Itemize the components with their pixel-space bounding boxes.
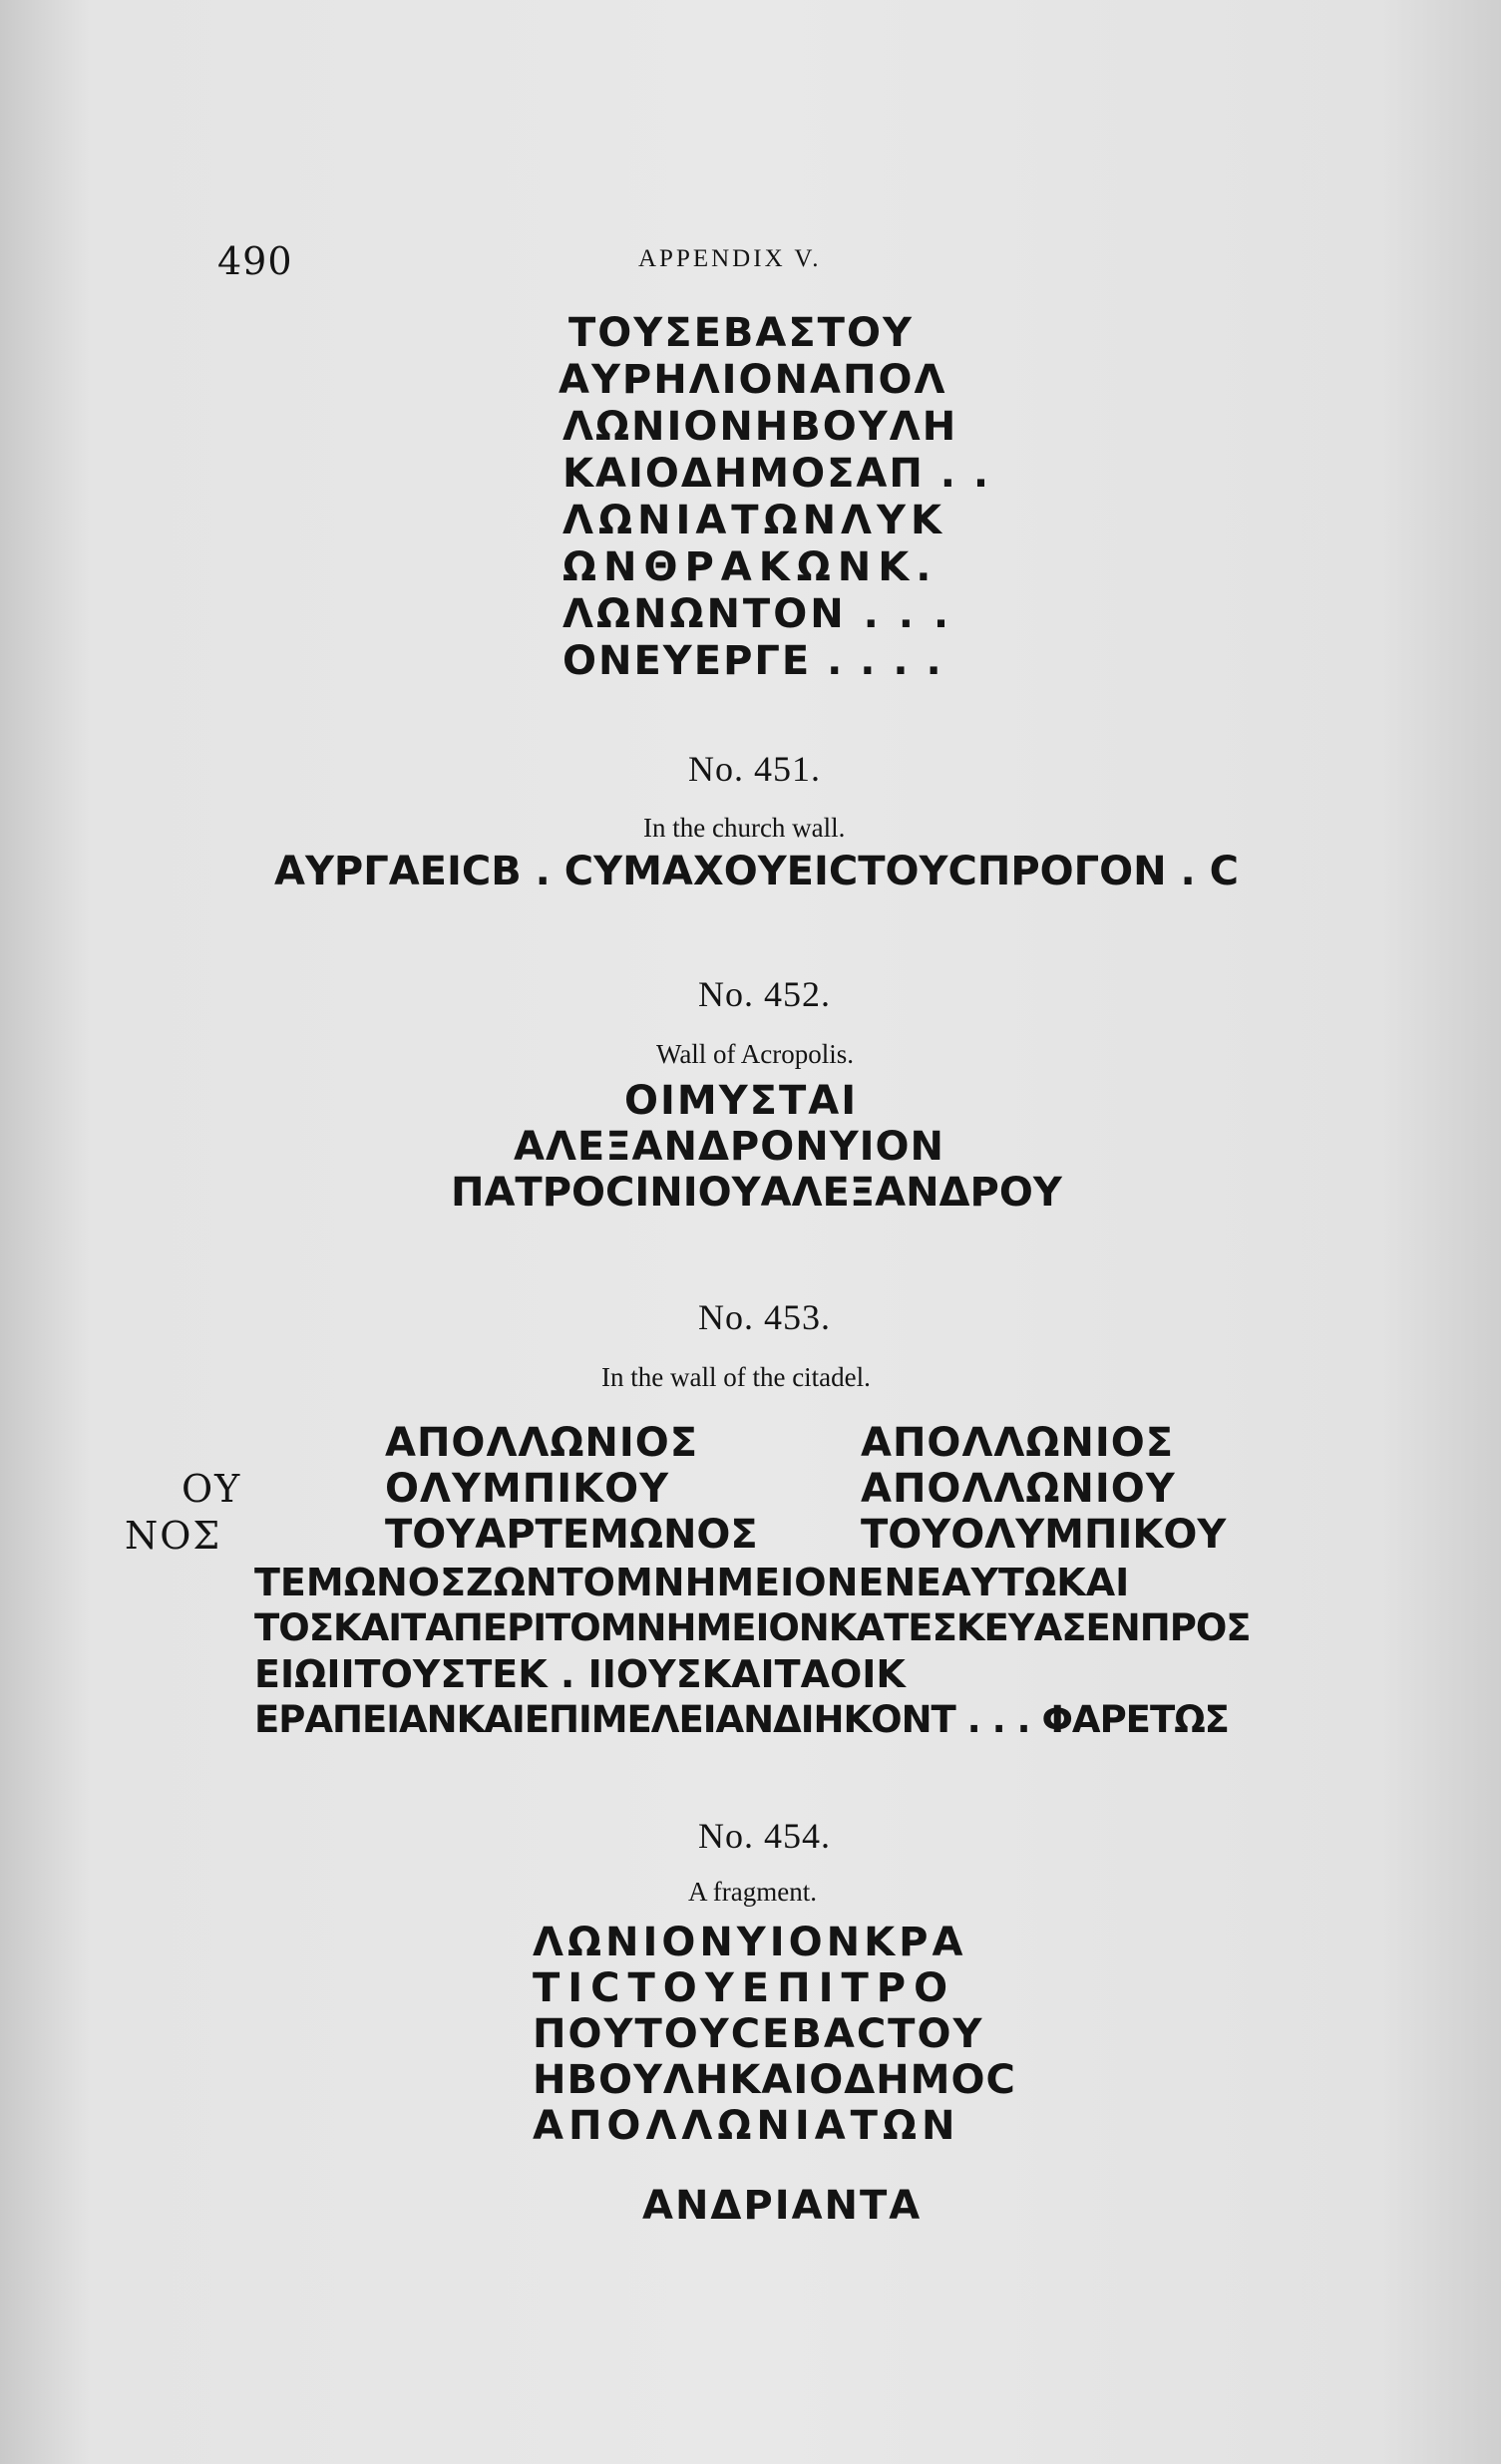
- inscription-line: ΤΟΥΣΕΒΑΣΤΟΥ: [568, 310, 914, 356]
- inscription-line: ΟΙΜΥΣΤΑΙ: [624, 1078, 859, 1124]
- entry-location-451: In the church wall.: [643, 813, 846, 843]
- entry-location-454: A fragment.: [688, 1877, 817, 1907]
- inscription-line: ΑΠΟΛΛΩΝΙΑΤΩΝ: [533, 2103, 960, 2149]
- inscription-line: ΛΩΝΙΟΝΥΙΟΝΚΡΑ: [533, 1920, 967, 1965]
- entry-number-452: No. 452.: [698, 974, 831, 1014]
- inscription-line: ΠΟΥΤΟΥCΕΒΑCΤΟΥ: [533, 2011, 984, 2057]
- inscription-col2-line: ΤΟΥΟΛΥΜΠΙΚΟΥ: [861, 1512, 1227, 1558]
- inscription-line: ΚΑΙΟΔΗΜΟΣΑΠ . .: [563, 451, 991, 497]
- margin-fragment: ΟΥ: [182, 1467, 242, 1511]
- inscription-line: ΤΟΣΚΑΙΤΑΠΕΡΙΤΟΜΝΗΜΕΙΟΝΚΑΤΕΣΚΕΥΑΣΕΝΠΡΟΣ: [254, 1606, 1251, 1649]
- running-title: APPENDIX V.: [638, 245, 822, 272]
- inscription-final-line: ΑΝΔΡΙΑΝΤΑ: [642, 2183, 923, 2229]
- inscription-line: ΕΙΩΙΙΤΟΥΣΤΕΚ . ΙΙΟΥΣΚΑΙΤΑΟΙΚ: [254, 1652, 906, 1696]
- inscription-col2-line: ΑΠΟΛΛΩΝΙΟΣ: [861, 1420, 1175, 1466]
- inscription-line: ΛΩΝΙΟΝΗΒΟΥΛΗ: [563, 404, 958, 450]
- inscription-col1-line: ΟΛΥΜΠΙΚΟΥ: [385, 1466, 670, 1512]
- inscription-col1-line: ΑΠΟΛΛΩΝΙΟΣ: [385, 1420, 699, 1466]
- inscription-line: ΗΒΟΥΛΗΚΑΙΟΔΗΜΟC: [533, 2057, 1016, 2103]
- inscription-line: ΛΩΝΙΑΤΩΝΛΥΚ: [563, 498, 946, 543]
- inscription-line: ΩΝΘΡΑΚΩΝΚ.: [563, 544, 938, 590]
- entry-location-453: In the wall of the citadel.: [601, 1362, 871, 1392]
- entry-number-453: No. 453.: [698, 1297, 831, 1337]
- entry-number-454: No. 454.: [698, 1816, 831, 1856]
- page-number: 490: [217, 239, 293, 283]
- entry-location-452: Wall of Acropolis.: [656, 1039, 855, 1069]
- inscription-line: ΑΥΡΓΑΕΙCΒ . CΥΜΑΧΟΥΕΙCΤΟΥCΠΡΟΓΟΝ . C: [274, 849, 1240, 894]
- inscription-line: ΑΥΡΗΛΙΟΝΑΠΟΛ: [559, 357, 947, 403]
- inscription-line: ΟΝΕΥΕΡΓΕ . . . .: [563, 638, 943, 684]
- inscription-line: ΕΡΑΠΕΙΑΝΚΑΙΕΠΙΜΕΛΕΙΑΝΔΙΗΚΟΝΤ . . . ΦΑΡΕΤΩΣ: [254, 1698, 1229, 1741]
- inscription-line: ΛΩΝΩΝΤΟΝ . . .: [563, 591, 952, 637]
- inscription-line: ΑΛΕΞΑΝΔΡΟΝΥΙΟΝ: [514, 1124, 945, 1170]
- entry-number-451: No. 451.: [688, 749, 821, 789]
- inscription-col2-line: ΑΠΟΛΛΩΝΙΟΥ: [861, 1466, 1176, 1512]
- running-header: [0, 239, 1501, 283]
- inscription-line: ΤΙCΤΟΥΕΠΙΤΡΟ: [533, 1965, 956, 2011]
- inscription-line: ΠΑΤΡΟCΙΝΙΟΥΑΛΕΞΑΝΔΡΟΥ: [451, 1170, 1062, 1216]
- inscription-line: ΤΕΜΩΝΟΣΖΩΝΤΟΜΝΗΜΕΙΟΝΕΝΕΑΥΤΩΚΑΙ: [254, 1561, 1130, 1604]
- inscription-col1-line: ΤΟΥΑΡΤΕΜΩΝΟΣ: [385, 1512, 758, 1558]
- margin-fragment: ΝΟΣ: [125, 1514, 222, 1558]
